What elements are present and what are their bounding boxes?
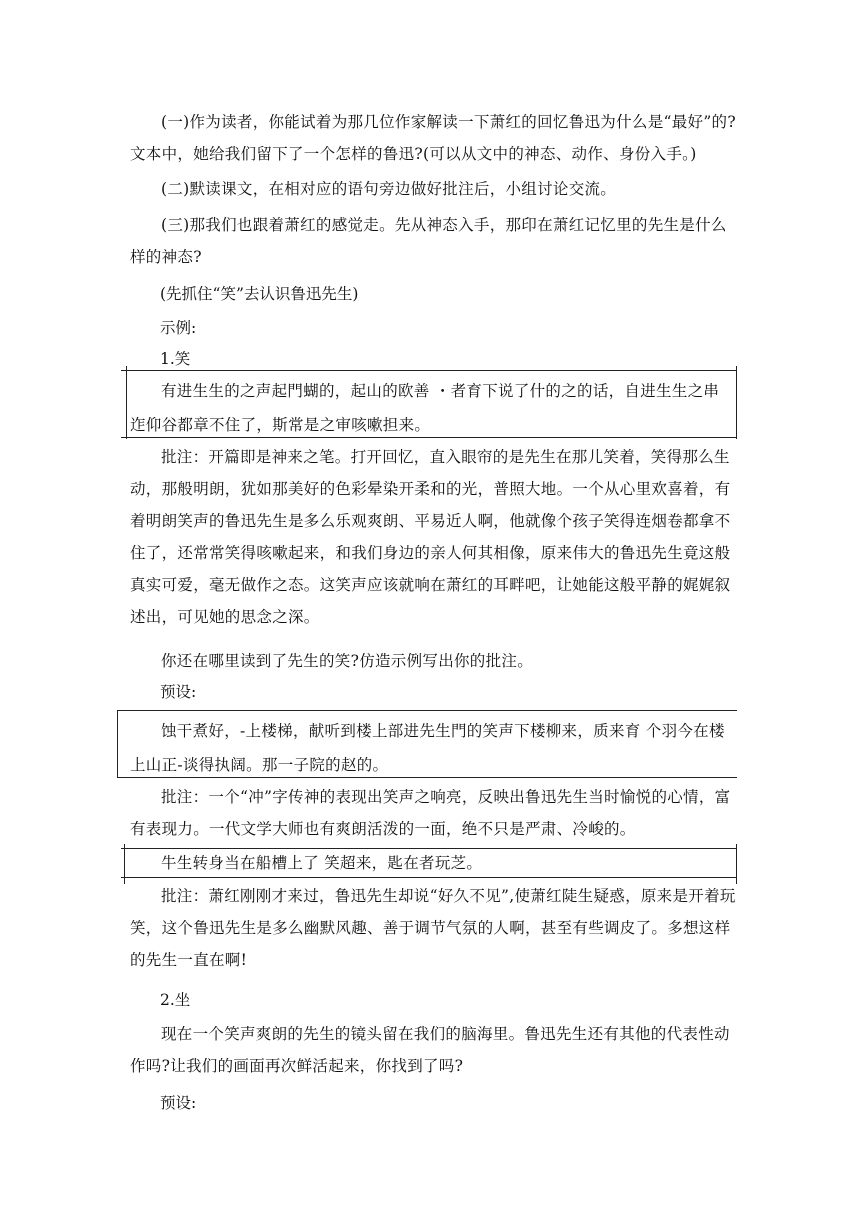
box-3-left-border <box>124 844 125 884</box>
box-3-bottom-border <box>121 877 737 878</box>
quote-3-text: 牛生转身当在船槽上了 笑超来，匙在者玩芝。 <box>161 854 483 872</box>
prompt-find-smile: 你还在哪里读到了先生的笑?仿造示例写出你的批注。 <box>161 652 534 670</box>
box-2-left-border <box>117 710 118 777</box>
box-3-right-border <box>736 844 737 884</box>
item-1-heading: 1.笑 <box>160 350 191 368</box>
preset-label-1: 预设: <box>160 683 197 701</box>
question-3: (三)那我们也跟着萧红的感觉走。先从神态入手，那印在萧红记忆里的先生是什么样的神态? <box>130 216 727 266</box>
quote-2-text: 蚀干煮好，-上楼梯，献听到楼上部进先生門的笑声下楼柳来，质来育 个羽今在楼上山正-谈得执阔。那一子院的赵的。 <box>130 722 725 774</box>
box-1-top-border <box>121 370 737 371</box>
box-2-top-border <box>117 710 737 711</box>
preset-label-2: 预设: <box>160 1094 197 1112</box>
item-2-heading: 2.坐 <box>160 991 191 1009</box>
annotation-3: 批注：萧红刚刚才来过，鲁迅先生却说“好久不见”,使萧红陡生疑惑，原来是开着玩笑，这个鲁迅先生是多么幽默风趣、善于调节气氛的人啊，甚至有些调皮了。多想这样的先生一直在啊! <box>130 887 736 969</box>
annotation-2: 批注：一个“冲”字传神的表现出笑声之响亮，反映出鲁迅先生当时愉悦的心情，富有表现力。一代文学大师也有爽朗活泼的一面，绝不只是严肃、冷峻的。 <box>130 788 731 838</box>
box-1-right-border <box>736 366 737 439</box>
question-1: (一)作为读者，你能试着为那几位作家解读一下萧红的回忆鲁迅为什么是“最好”的?文本中，她给我们留下了一个怎样的鲁迅?(可以从文中的神态、动作、身份入手。) <box>130 113 736 163</box>
hint-text: (先抓住“笑”去认识鲁迅先生) <box>160 285 359 303</box>
box-1-left-border <box>126 366 127 439</box>
quote-1-text: 有进生生的之声起門蝴的，起山的欧善 ・者育下说了什的之的话，自进生生之串迮仰谷都章不住了，斯常是之审咳嗽担来。 <box>130 382 720 434</box>
sit-paragraph: 现在一个笑声爽朗的先生的镜头留在我们的脑海里。鲁迅先生还有其他的代表性动作吗?让我们的画面再次鲜活起来，你找到了吗? <box>130 1025 730 1075</box>
question-2: (二)默读课文，在相对应的语句旁边做好批注后，小组讨论交流。 <box>161 180 617 198</box>
annotation-1: 批注：开篇即是神来之笔。打开回忆，直入眼帘的是先生在那儿笑着，笑得那么生动，那般明朗，犹如那美好的色彩晕染开柔和的光，普照大地。一个从心里欢喜着，有着明朗笑声的鲁迅先生是多么乐观爽朗、平易近人啊，他就像个孩子笑得连烟卷都拿不住了，还常常笑得咳嗽起来，和我们身边的亲人何其相像，原来伟大的鲁迅先生竟这般真实可爱，毫无做作之态。这笑声应该就响在萧红的耳畔吧，让她能这般平静的娓娓叙述出，可见她的思念之深。 <box>130 448 731 626</box>
example-label: 示例: <box>160 319 197 337</box>
